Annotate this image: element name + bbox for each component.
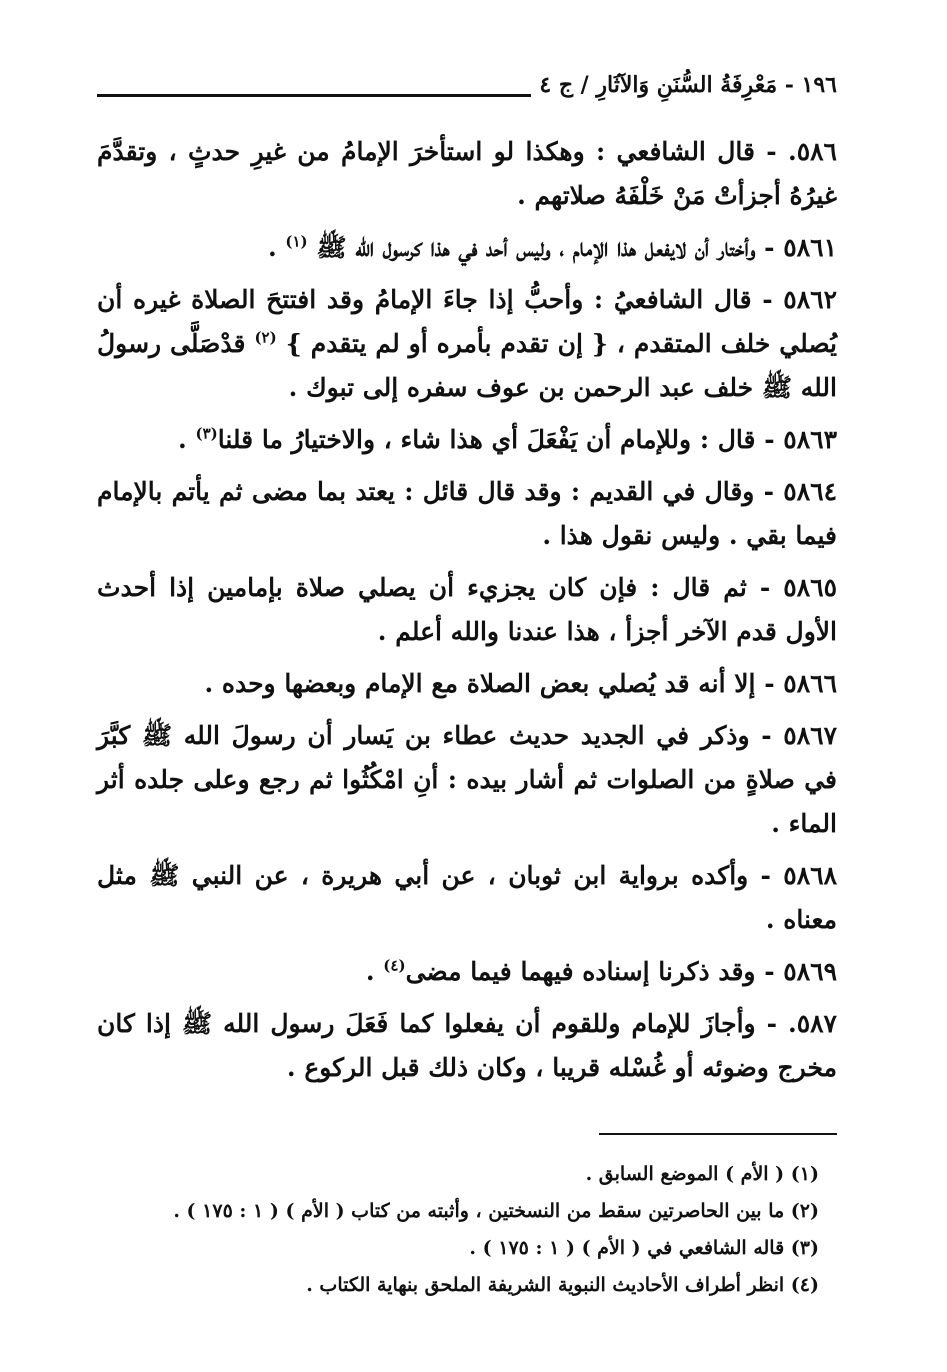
footnote-separator [599, 1133, 837, 1135]
paragraph-5868: ٥٨٦٨ - وأكده برواية ابن ثوبان ، عن أبي هريرة ، عن النبي ﷺ مثل معناه . [97, 861, 837, 934]
paragraph-5865: ٥٨٦٥ - ثم قال : فإن كان يجزيء أن يصلي صلاة بإمامين إذا أحدث الأول قدم الآخر أجزأ ، هذا عندنا والله أعلم . [97, 573, 837, 646]
main-text [97, 130, 837, 1098]
paragraph-5864: ٥٨٦٤ - وقال في القديم : وقد قال قائل : يعتد بما مضى ثم يأتم بالإمام فيما بقي . وليس نقول هذا . [97, 477, 837, 550]
paragraph-5867: ٥٨٦٧ - وذكر في الجديد حديث عطاء بن يَسار أن رسولَ الله ﷺ كبَّرَ في صلاةٍ من الصلوات ثم أشار بيده : أنِ امْكُثُوا ثم رجع وعلى جلده أثر الماء . [97, 721, 837, 838]
footnote-1: (١) ( الأم ) الموضع السابق . [585, 1163, 819, 1185]
paragraph-5870: ٥٨٧. - وأجازَ للإمام وللقوم أن يفعلوا كما فَعَلَ رسول الله ﷺ إذا كان مخرج وضوئه أو غُسْله قريبا ، وكان ذلك قبل الركوع . [97, 1009, 837, 1082]
paragraph-5863: ٥٨٦٣ - قال : وللإمام أن يَفْعَلَ أي هذا شاء ، والاختيارُ ما قلنا$^{(٣)}$ . [178, 424, 837, 454]
paragraph-5869: ٥٨٦٩ - وقد ذكرنا إسناده فيهما فيما مضى$^{(٤)}$ . [365, 956, 837, 986]
footnote-3: (٣) قاله الشافعي في ( الأم ) ( ١ : ١٧٥ ) . [469, 1237, 819, 1259]
page-header [97, 72, 837, 112]
footnote-2: (٢) ما بين الحاصرتين سقط من النسختين ، وأثبته من كتاب ( الأم ) ( ١ : ١٧٥ ) . [173, 1200, 819, 1222]
footnote-ref[interactable]: (٤) [383, 956, 406, 975]
footnote-ref[interactable]: (٢) [254, 328, 277, 347]
footnotes [97, 1156, 819, 1304]
paragraph-5860: ٥٨٦. - قال الشافعي : وهكذا لو استأخرَ الإمامُ من غيرِ حدثٍ ، وتقدَّمَ غيرُهُ أجزأتْ مَنْ خَلْفَهُ صلاتهم . [97, 137, 837, 210]
footnote-ref[interactable]: (٣) [195, 424, 218, 443]
paragraph-5866: ٥٨٦٦ - إلا أنه قد يُصلي بعض الصلاة مع الإمام وبعضها وحده . [204, 669, 837, 698]
footnote-4: (٤) انظر أطراف الأحاديث النبوية الشريفة الملحق بنهاية الكتاب . [306, 1274, 819, 1296]
paragraph-5861: ٥٨٦١ - وأختار أن لايفعل هذا الإمام ، وليس أحد في هذا كرسول الله ﷺ $^{(١)}$ . [267, 232, 837, 262]
paragraph-5862: ٥٨٦٢ - قال الشافعيُ : وأحبُّ إذا جاءَ الإمامُ وقد افتتحَ الصلاة غيره أن يُصلي خلف المتقدم ، { إن تقدم بأمره أو لم يتقدم } $^{(٢)}$ قدْصَلَّى رسولُ الله ﷺ خلف عبد الرحمن بن عوف سفره إلى تبوك . [97, 285, 837, 402]
footnote-ref[interactable]: (١) [285, 232, 308, 251]
running-title: ١٩٦ - مَعْرِفَةُ السُّنَنِ وَالآثَارِ / ج ٤ [531, 72, 837, 98]
